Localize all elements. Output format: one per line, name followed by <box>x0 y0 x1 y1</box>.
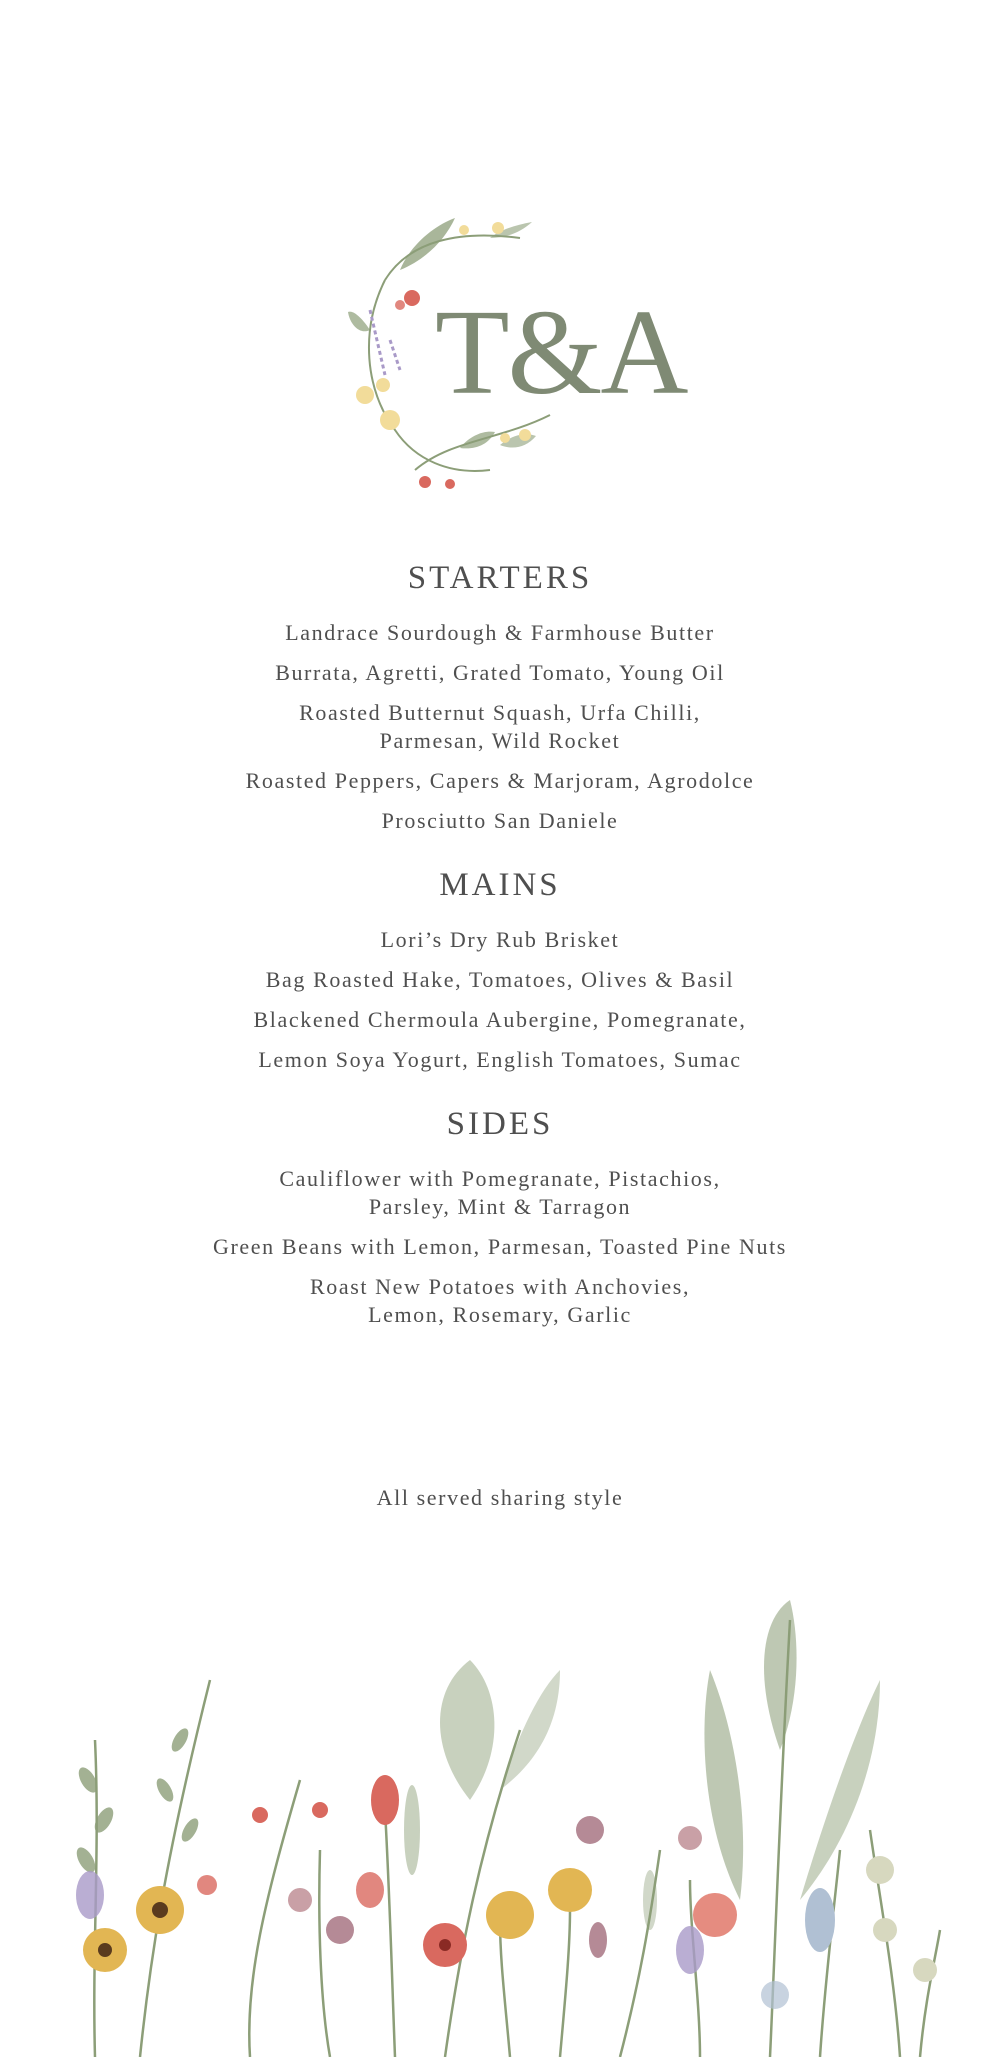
menu-item-text: Burrata, Agretti, Grated Tomato, Young Oil <box>275 660 725 685</box>
menu-item <box>0 1233 1000 1261</box>
menu-item-text: Lemon Soya Yogurt, English Tomatoes, Sumac <box>258 1047 742 1072</box>
section-title: SIDES <box>446 1106 554 1142</box>
section-starters <box>0 560 1000 835</box>
menu-item-text: Cauliflower with Pomegranate, Pistachios, <box>279 1166 721 1191</box>
menu-item-text: Roasted Peppers, Capers & Marjoram, Agrodolce <box>245 768 755 793</box>
menu-item <box>0 619 1000 647</box>
menu-item-text: Lori’s Dry Rub Brisket <box>380 927 620 952</box>
menu-item <box>0 1046 1000 1074</box>
menu-item <box>0 807 1000 835</box>
menu-item-text-continued: Parmesan, Wild Rocket <box>379 728 621 753</box>
menu-item <box>0 767 1000 795</box>
menu-item <box>0 1006 1000 1034</box>
menu-item <box>0 659 1000 687</box>
menu-item-text-continued: Lemon, Rosemary, Garlic <box>368 1302 632 1327</box>
menu-item-text: Roasted Butternut Squash, Urfa Chilli, <box>299 700 701 725</box>
menu-item <box>0 926 1000 954</box>
menu-item-text: Roast New Potatoes with Anchovies, <box>309 1274 691 1299</box>
menu-item-text: Blackened Chermoula Aubergine, Pomegranate, <box>253 1007 747 1032</box>
section-sides <box>0 1106 1000 1329</box>
menu-item <box>0 699 1000 755</box>
menu-item <box>0 1165 1000 1221</box>
menu-item-text: Landrace Sourdough & Farmhouse Butter <box>285 620 715 645</box>
menu-item <box>0 1273 1000 1329</box>
section-title: MAINS <box>439 867 561 903</box>
wildflower-border-icon <box>0 1600 1000 2057</box>
serving-note: All served sharing style <box>376 1485 624 1510</box>
menu-item-text: Prosciutto San Daniele <box>381 808 619 833</box>
section-mains <box>0 867 1000 1074</box>
menu-item-text: Green Beans with Lemon, Parmesan, Toasted Pine Nuts <box>213 1234 787 1259</box>
menu-body <box>0 560 1000 1361</box>
monogram-initials: T&A <box>435 285 687 420</box>
section-title: STARTERS <box>407 560 593 596</box>
menu-item <box>0 966 1000 994</box>
menu-item-text-continued: Parsley, Mint & Tarragon <box>368 1194 632 1219</box>
monogram <box>340 200 687 500</box>
menu-item-text: Bag Roasted Hake, Tomatoes, Olives & Basil <box>265 967 735 992</box>
